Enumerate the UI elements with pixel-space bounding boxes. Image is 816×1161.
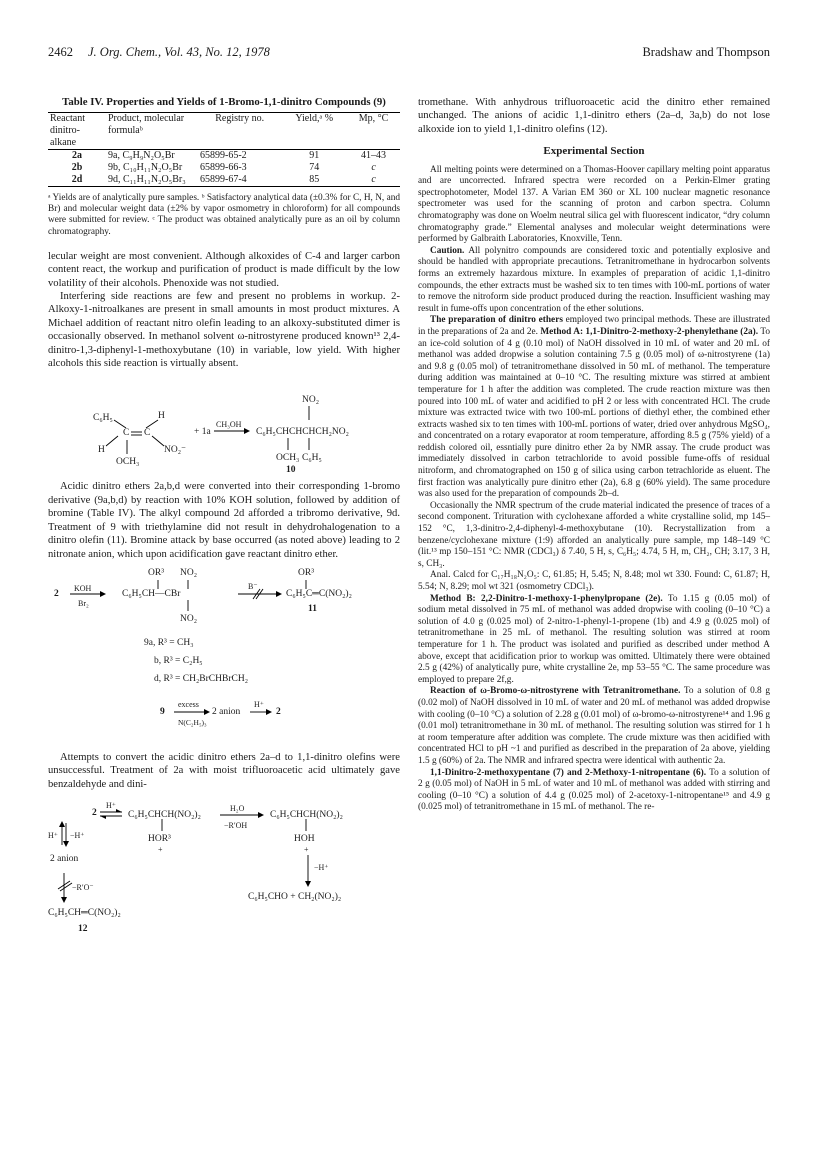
compound-number: 2 — [92, 808, 97, 819]
paragraph: All melting points were determined on a Thomas-Hoover capillary melting point apparatus and are uncorrected. Infrared spectra were recorded on a Perkin-Elmer grating spectrophotometer, Model 137. A Varian EM 360 or XL 100 nuclear magnetic resonance spectrometer was used for the scanning of proton and carbon spectra. Column chromatography was done on Woelm neutral silica gel with fluorescent indicator, “dry column chromatography grade.” Elemental analyses and molecular weight determinations were performed by Galbraith Laboratories, Knoxville, Tenn. — [418, 164, 770, 245]
paragraph-text: employed two principal methods. These are illustrated in the preparations of 2a and 2e. — [418, 315, 770, 337]
scheme-hydrolysis — [48, 797, 400, 937]
scheme-text: C — [144, 428, 151, 439]
table-header-cell: Registry no. — [215, 113, 265, 124]
scheme-text: KOH — [74, 583, 92, 593]
scheme-text: H — [98, 445, 105, 456]
scheme-text: OCH₃ — [276, 453, 300, 464]
scheme-text: + 1a — [194, 427, 211, 438]
table-header-cell: Reactant dinitro-alkane — [50, 113, 85, 148]
scheme-text: + — [158, 845, 163, 855]
compound-number: 11 — [308, 603, 317, 614]
scheme-text: C₆H₅CH═C(NO₂)₂ — [48, 908, 121, 919]
scheme-text: 2 anion — [50, 854, 79, 865]
paragraph — [418, 768, 770, 814]
table-cell: 65899-65-2 — [200, 150, 247, 161]
table-header-row — [48, 113, 400, 150]
scheme-text: C₆H₅CHO + CH₂(NO₂)₂ — [248, 892, 342, 903]
scheme-text: OCH₃ — [116, 457, 140, 468]
run-in-heading: Method A: 1,1-Dinitro-2-methoxy-2-phenylethane (2a). — [540, 326, 759, 337]
table-cell: c — [371, 174, 376, 185]
scheme-text: 9a, R³ = CH₃ — [144, 637, 194, 648]
scheme-text: d, R³ = CH₂BrCHBrCH₂ — [154, 673, 249, 684]
scheme-text: N(C₂H₅)₃ — [178, 717, 207, 727]
table-cell: 91 — [309, 150, 320, 161]
page-number: 2462 — [48, 45, 73, 59]
table-cell: 74 — [309, 162, 320, 173]
scheme-text: b, R³ = C₂H₅ — [154, 655, 203, 666]
scheme-text: 2 anion — [212, 706, 241, 717]
table-cell: 65899-66-3 — [200, 162, 247, 173]
paragraph: Interfering side reactions are few and present no problems in workup. 2-Alkoxy-1-nitroalkanes are present in small amounts in most product mixtures. A Michael addition of reactant nitro olefin leading to an alkoxy-substituted dimer is occasionally observed. In methanol solvent ω-nitrostyrene produced known¹³ 2,4-dinitro-1,3-diphenyl-1-methoxybutane (10) in variable, low yield. With higher alcohols this side reaction is virtually absent. — [48, 291, 400, 370]
scheme-text: C₆H₅CH—CBr — [122, 588, 181, 599]
scheme-text: B⁻ — [248, 581, 258, 591]
run-in-heading: 1,1-Dinitro-2-methoxypentane (7) and 2-Methoxy-1-nitropentane (6). — [430, 767, 707, 778]
paragraph: Anal. Calcd for C₁₇H₁₈N₂O₅: C, 61.85; H, 5.45; N, 8.48; mol wt 330. Found: C, 61.87; H, 5.54; N, 8.29; mol wt 321 (osmometry CDCl₃). — [418, 570, 770, 592]
scheme-michael-addition — [48, 376, 400, 474]
paragraph-text: All polynitro compounds are considered toxic and potentially explosive and should be handled with appropriate precautions. Tetranitromethane in hydrocarbon solvents forms an extremely hazardous mixture. In examples of preparation of acidic 1,1-dinitro compounds, the ether extracts must be washed six to ten times with 100-mL portions of water to remove the nitroform side product produced during the reaction. Insufficient washing may result in fume-offs upon concentration of the ether solutions. — [418, 245, 770, 314]
compound-number: 12 — [78, 924, 88, 935]
paragraph-text: To a solution of 2 g (0.05 mol) of NaOH in 5 mL of water and 10 mL of methanol was added with stirring and cooling (0–10 °C) a solution of 4.4 g (0.025 mol) of 2-acetoxy-1-nitropentane¹⁵ and 4.9 g (0.025 mol) of tetranitromethane in 15 mL of methanol. The re- — [418, 767, 770, 813]
table-cell: 65899-67-4 — [200, 174, 247, 185]
paragraph: Occasionally the NMR spectrum of the crude material indicated the presence of traces of a second component. Trituration with cyclohexane afforded a white crystalline solid, mp 145–152 °C, 1,3-dinitro-2,4-diphenyl-4-methoxybutane (10). Recrystallization from a benzene/cyclohexane mixture (1:9) afforded an analytically pure sample, mp 148–149 °C (lit.¹³ mp 150–151 °C: NMR (CDCl₃) δ 7.40, 5 H, s, C₆H₅; 4.74, 5 H, m, CH₂, CH; 3.17, 3 H, s, CH₃. — [418, 500, 770, 569]
table-cell: 9b, C₁₀H₁₁N₂O₅Br — [108, 162, 183, 173]
table-cell: 2b — [71, 162, 83, 173]
paragraph — [418, 686, 770, 767]
scheme-text: OR³ — [148, 567, 165, 578]
compound-number: 2 — [276, 706, 281, 717]
scheme-text: 2 — [54, 588, 59, 599]
table-cell: 9d, C₁₁H₁₁N₂O₅Br₃ — [108, 174, 186, 185]
table-cell: 41–43 — [361, 150, 387, 161]
paragraph-text: To 1.15 g (0.05 mol) of sodium metal dissolved in 75 mL of methanol was added dropwise with cooling (0–10 °C) a solution of 4.0 g (0.025 mol) of 2-nitro-1-phenyl-1-propene (1b) and 4.9 g (0.025 mol) of tetranitromethane in 25 mL of methanol. The resulting solution was stirred at room temperature for 1 h. The product was isolated and purified as described under method A above, except that acidification prior to workup was omitted. Ultimately there were obtained 2.5 g (42%) of analytically pure, white crystalline 2e, mp 53–55 °C. The same procedure was employed to prepare 2f,g. — [418, 593, 771, 685]
running-authors: Bradshaw and Thompson — [642, 45, 770, 59]
scheme-text: NO₂ — [180, 567, 198, 578]
table-header-cell: Mp, °C — [358, 113, 389, 124]
scheme-text: H⁺ — [254, 699, 264, 709]
scheme-text: NO₂ — [302, 395, 320, 406]
scheme-text: CH₃OH — [216, 420, 242, 430]
scheme-text: C₆H₅CHCH(NO₂)₂ — [270, 810, 343, 821]
scheme-text: −R′O⁻ — [72, 883, 94, 893]
table-row — [48, 150, 400, 163]
scheme-text: NO₂ — [180, 613, 198, 624]
scheme-text: C — [123, 428, 130, 439]
scheme-text: C₆H₅ — [302, 453, 322, 464]
scheme-text: C₆H₅C═C(NO₂)₂ — [286, 588, 352, 599]
left-column — [48, 96, 400, 943]
scheme-text: −R′OH — [224, 821, 248, 831]
scheme-bromination — [48, 567, 400, 745]
table-footnote: ᵃ Yields are of analytically pure samples. ᵇ Satisfactory analytical data (±0.3% for C, H, N, and Br) and molecular weight data (±2% by vapor osmometry in chloroform) for all compounds were submitted for review. ᶜ The product was obtained analytically pure as an oil by column chromatography. — [48, 193, 400, 237]
section-heading: Experimental Section — [543, 145, 645, 158]
table-cell: c — [371, 162, 376, 173]
scheme-text: HOH — [294, 834, 315, 845]
scheme-text: C₆H₅CHCH(NO₂)₂ — [128, 810, 201, 821]
paragraph — [418, 594, 770, 687]
scheme-text: + — [304, 845, 309, 855]
scheme-text: H₂O — [230, 804, 245, 814]
table-cell: 2d — [71, 174, 83, 185]
scheme-text: OR³ — [298, 567, 315, 578]
compound-number: 10 — [286, 465, 296, 476]
scheme-text: HOR³ — [148, 834, 171, 845]
run-in-heading: Caution. — [430, 245, 465, 256]
scheme-text: excess — [178, 699, 199, 709]
paragraph: tromethane. With anhydrous trifluoroacetic acid the dinitro ether remained unchanged. The anions of acidic 1,1-dinitro ethers (2a–d, 3a,b) do not lose alkoxide ion to yield 1,1-dinitro olefins (12). — [418, 97, 770, 135]
scheme-text: C₆H₅CHCHCHCH₂NO₂ — [256, 427, 349, 438]
table-row — [48, 162, 400, 174]
scheme-text: −H⁺ — [314, 863, 329, 873]
paragraph: Acidic dinitro ethers 2a,b,d were converted into their corresponding 1-bromo derivative (9a,b,d) by reaction with 10% KOH solution, followed by addition of bromine (Table IV). The alkyl compound 2d afforded a tribromo derivative, 9d. Treatment of 9 with triethylamine did not result in dehydrohalogenation to a dinitro olefin (11). Bromine attack by base occurred (as noted above) leading to 2 nitronate anion, which upon acidification gave reactant dinitro ether. — [48, 481, 400, 560]
journal-citation: J. Org. Chem., Vol. 43, No. 12, 1978 — [88, 45, 270, 59]
run-in-heading: The preparation of dinitro ethers — [430, 315, 563, 326]
scheme-text: H⁺ — [106, 801, 116, 811]
table-row — [48, 174, 400, 187]
scheme-text: H⁺ — [48, 831, 58, 841]
paragraph — [418, 246, 770, 316]
table-header-cell: Product, molecular formulaᵇ — [108, 113, 185, 136]
paragraph-text: To an ice-cold solution of 4 g (0.10 mol) of NaOH dissolved in 10 mL of water and 20 mL of methanol was added dropwise a solution containing 7.5 g (0.05 mol) of ω-nitrostyrene (1a) and 9.8 g (0.05 mol) of tetranitromethane dissolved in 50 mL of methanol. The temperature during addition was maintained at 0–10 °C. The resulting mixture was stirred at ambient temperature for 1 h after the addition was completed. The crude reaction mixture was then poured into 100 mL of water and acidified to pH 2 or less with concentrated HCl. The crude mixture was extracted twice with two 100-mL portions of diethyl ether, the combined ether extracts washed six to ten times with 100-mL portions of water, dried over anhydrous MgSO₄, and concentrated on a rotary evaporator at room temperature, affording 8.5 g (75% yield) of a reddish colored oil, essntially pure dinitro ether 2a by NMR assay. The crude product was immediately dissolved in carbon tetrachloride to avoid possible fume-offs of residual nitroform, and chromatographed on 150 g of silica using carbon tetrachloride as eluent. The first fraction was analytically pure dinitro ether (2a), 6.8 g (60% yield). The same procedure was also used for the preparation of compounds 2b–d. — [418, 326, 770, 500]
scheme-text: C₆H₅ — [93, 413, 113, 424]
page-header — [48, 45, 770, 63]
compound-number: 9 — [160, 706, 165, 717]
run-in-heading: Reaction of ω-Bromo-ω-nitrostyrene with Tetranitromethane. — [430, 686, 681, 697]
scheme-text: Br₂ — [78, 598, 89, 608]
table-title: Table IV. Properties and Yields of 1-Bromo-1,1-dinitro Compounds (9) — [62, 96, 386, 108]
paragraph: lecular weight are most convenient. Although alkoxides of C-4 and larger carbon content react, the workup and purification of product is made difficult by the low volatility of their alcohols. Phenoxide was not studied. — [48, 250, 400, 289]
table-cell: 2a — [72, 150, 82, 161]
table-header-cell: Yield,ᵃ % — [295, 113, 334, 124]
properties-table — [48, 112, 400, 187]
run-in-heading: Method B: 2,2-Dinitro-1-methoxy-1-phenylpropane (2e). — [430, 593, 663, 604]
scheme-text: −H⁺ — [70, 831, 85, 841]
scheme-text: H — [158, 411, 165, 422]
paragraph: Attempts to convert the acidic dinitro ethers 2a–d to 1,1-dinitro olefins were unsuccessful. Treatment of 2a with moist trifluoroacetic acid ultimately gave benzaldehyde and dini- — [48, 751, 400, 790]
paragraph — [418, 315, 770, 501]
scheme-text: NO₂⁻ — [164, 445, 187, 456]
table-cell: 85 — [309, 174, 320, 185]
table-cell: 9a, C₉H₉N₂O₅Br — [108, 150, 175, 161]
paragraph-text: To a solution of 0.8 g (0.02 mol) of NaOH dissolved in 10 mL of water and 20 mL of methanol was added dropwise with cooling (0–10 °C) a solution of 2.28 g (0.01 mol) of ω-bromo-ω-nitrostyrene¹⁴ and 1.96 g (0.01 mol) tetranitromethane in 30 mL of methanol. The resulting solution was stirred for 1 h at room temperature after addition was complete. The crude mixture was then acidified with concentrated HCl to pH ~1 and purified as described in the preparation of 2a above, yielding 1.5 g (60%) of 2a. The NMR and infrared spectra were identical with authentic 2a. — [418, 686, 770, 766]
right-column — [418, 96, 770, 814]
